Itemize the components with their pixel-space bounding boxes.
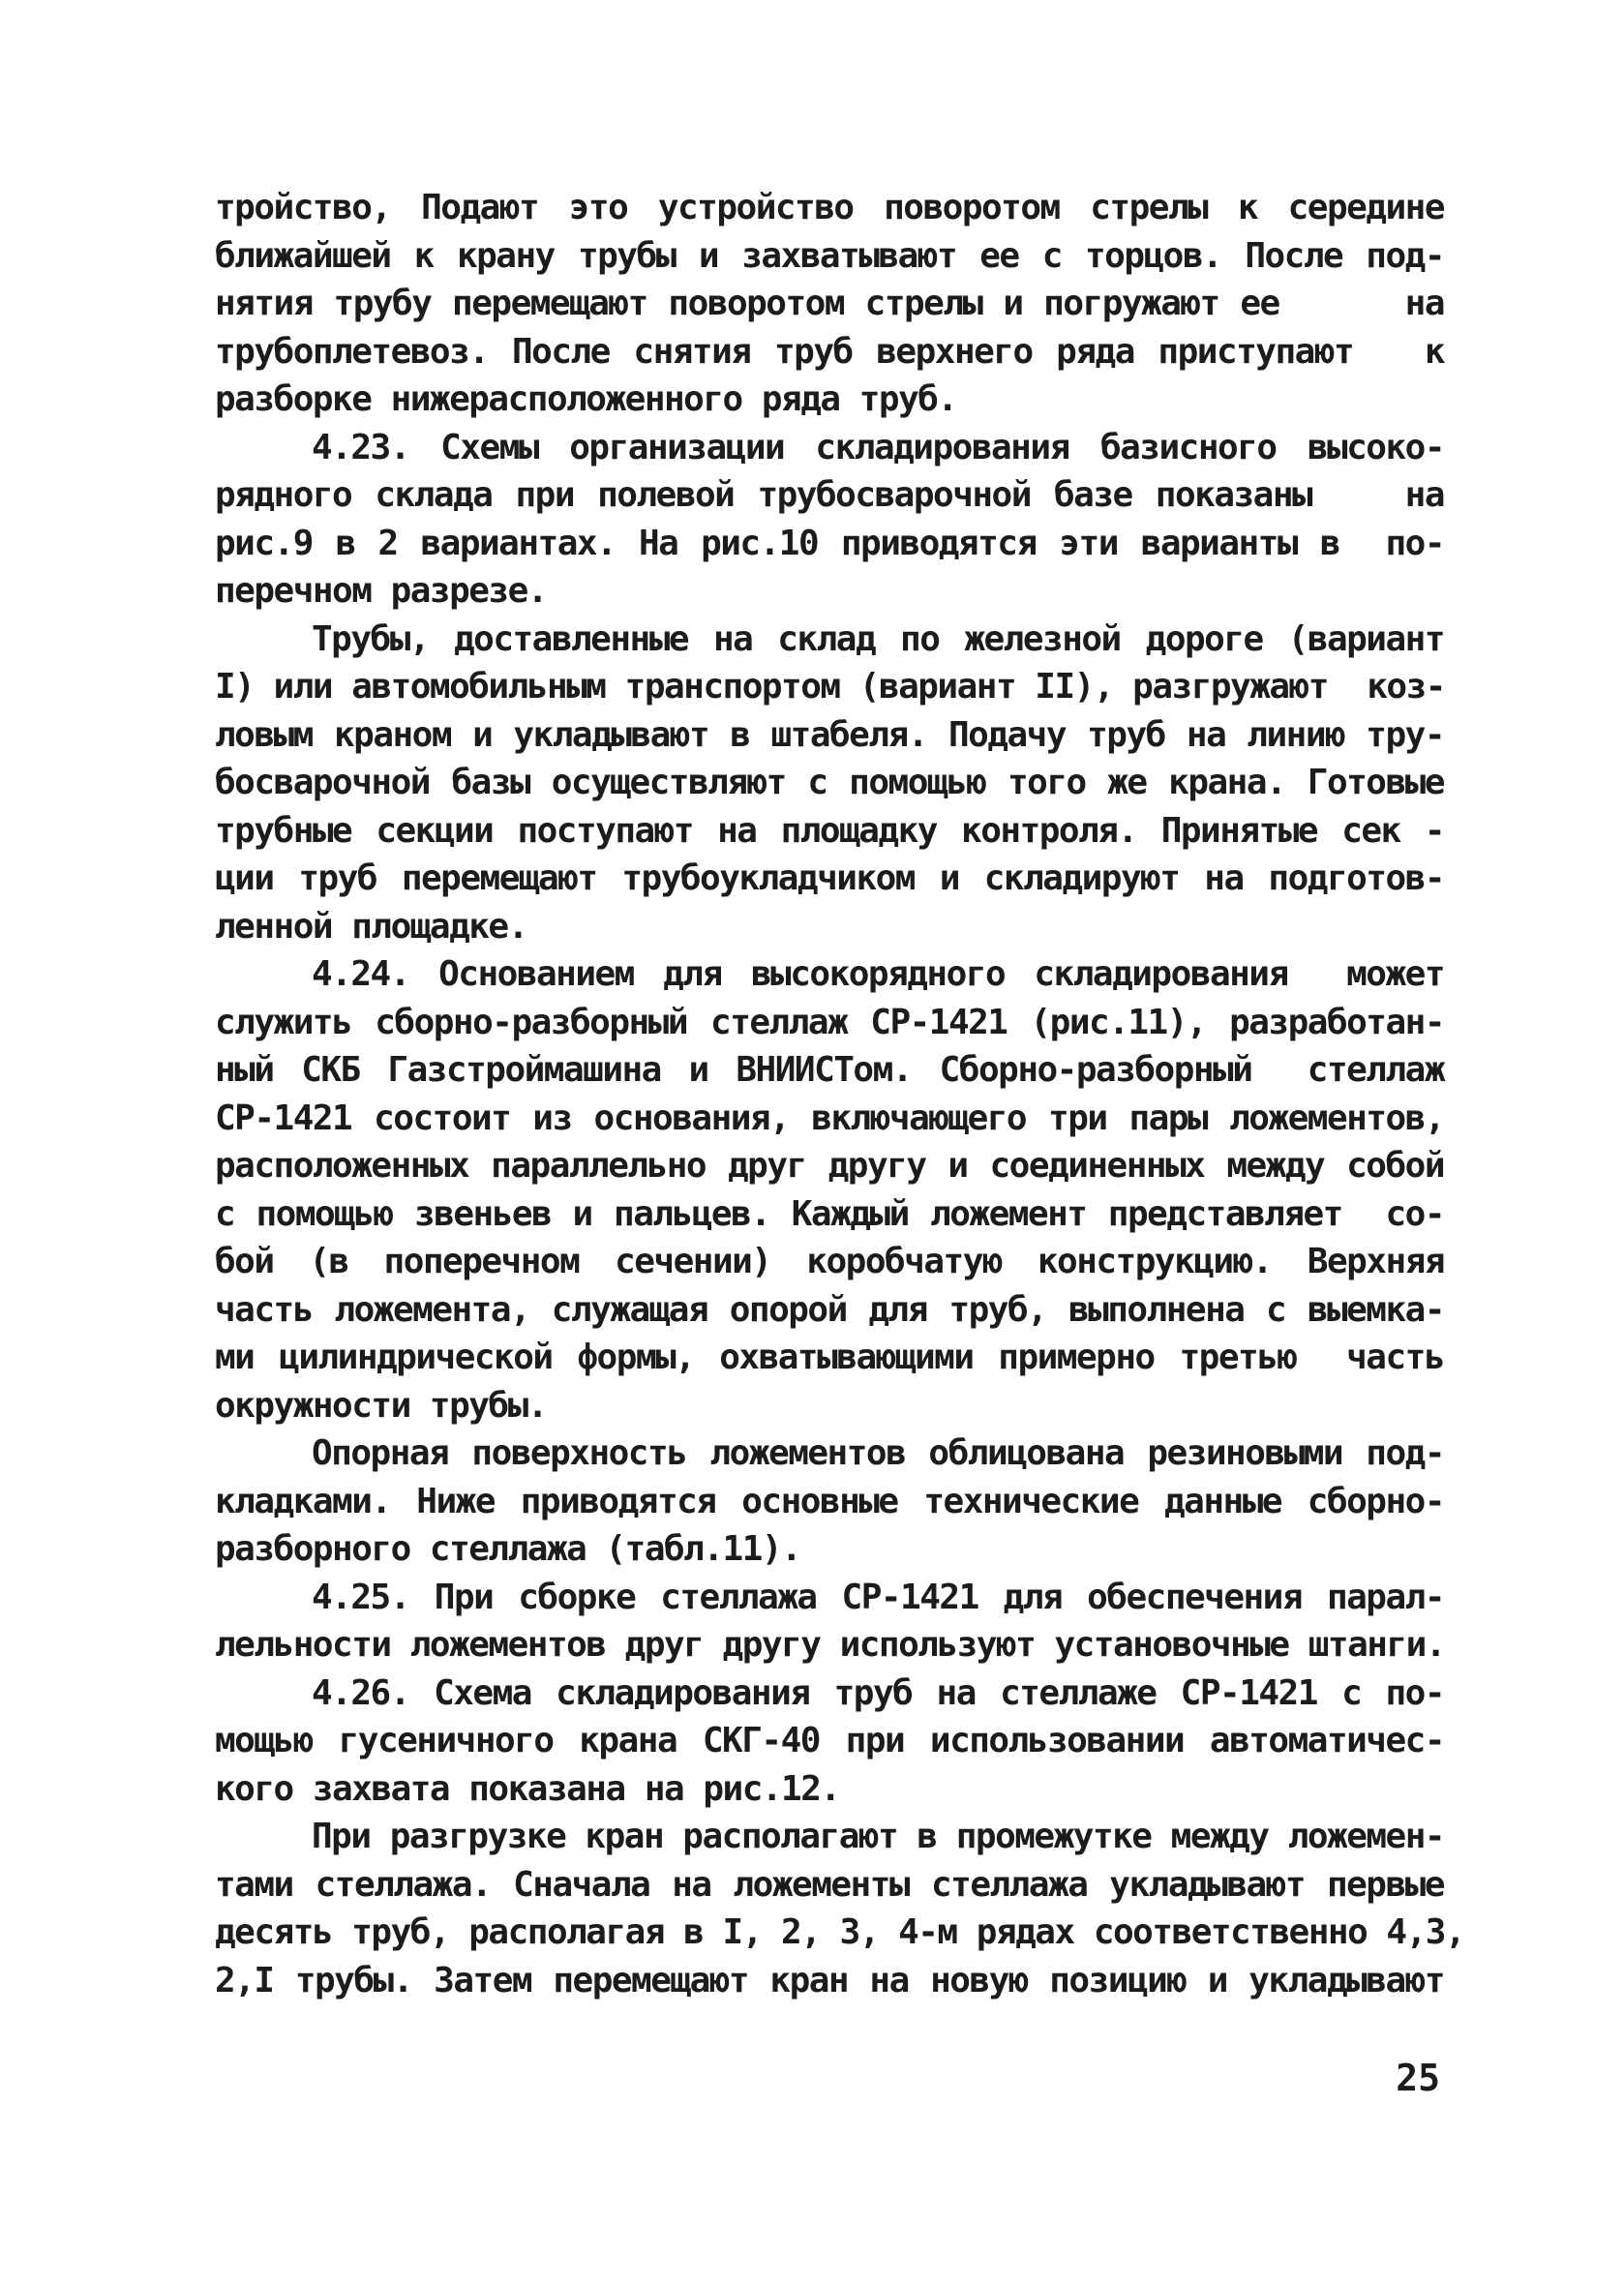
- text-line: трубные секции поступают на площадку контроля. Принятые сек -: [215, 810, 1444, 851]
- text-line: ции труб перемещают трубоукладчиком и складируют на подготов-: [215, 858, 1444, 898]
- text-line: мощью гусеничного крана СКГ-40 при использовании автоматичес-: [215, 1721, 1444, 1760]
- text-line: ми цилиндрической формы, охватывающими примерно третью часть: [215, 1338, 1444, 1377]
- text-line: с помощью звеньев и пальцев. Каждый ложемент представляет со-: [215, 1193, 1444, 1234]
- text-line: 2,I трубы. Затем перемещают кран на новую позицию и укладывают: [215, 1960, 1444, 2000]
- text-line: 4.23. Схемы организации складирования базисного высоко-: [312, 427, 1444, 467]
- text-line: босварочной базы осуществляют с помощью того же крана. Готовые: [215, 763, 1444, 802]
- text-line: СР-1421 состоит из основания, включающего три пары ложементов,: [215, 1098, 1444, 1138]
- text-line: трубоплетевоз. После снятия труб верхнего ряда приступают к: [215, 331, 1444, 372]
- page-number: 25: [1396, 2057, 1440, 2099]
- text-line: При разгрузке кран располагают в промежутке между ложемен-: [312, 1817, 1445, 1856]
- text-line: лельности ложементов друг другу используют установочные штанги.: [215, 1625, 1445, 1665]
- text-line: десять труб, располагая в I, 2, 3, 4-м рядах соответственно 4,3,: [215, 1912, 1465, 1952]
- body-text: [215, 184, 1465, 2004]
- text-line: ленной площадке.: [215, 906, 527, 947]
- text-line: I) или автомобильным транспортом (вариант II), разгружают коз-: [215, 667, 1445, 707]
- text-line: кладками. Ниже приводятся основные технические данные сборно-: [215, 1481, 1444, 1521]
- text-line: тройство, Подают это устройство поворотом стрелы к середине: [215, 188, 1444, 227]
- text-line: служить сборно-разборный стеллаж СР-1421 (рис.11), разработан-: [215, 1002, 1444, 1042]
- text-line: кого захвата показана на рис.12.: [215, 1768, 840, 1809]
- text-line: ближайшей к крану трубы и захватывают ее с торцов. После под-: [215, 235, 1444, 276]
- text-line: перечном разрезе.: [215, 571, 547, 611]
- text-line: ный СКБ Газстроймашина и ВНИИСТом. Сборно-разборный стеллаж: [215, 1050, 1444, 1090]
- text-line: расположенных параллельно друг другу и соединенных между собой: [215, 1146, 1444, 1186]
- text-line: Опорная поверхность ложементов облицована резиновыми под-: [312, 1433, 1444, 1473]
- text-line: рис.9 в 2 вариантах. На рис.10 приводятся эти варианты в по-: [215, 523, 1444, 563]
- text-line: разборного стеллажа (табл.11).: [215, 1529, 801, 1569]
- text-line: разборке нижерасположенного ряда труб.: [215, 379, 957, 419]
- text-line: окружности трубы.: [215, 1385, 547, 1426]
- text-line: 4.24. Основанием для высокорядного складирования может: [312, 954, 1444, 994]
- text-line: 4.25. При сборке стеллажа СР-1421 для обеспечения парал-: [312, 1577, 1444, 1617]
- text-line: 4.26. Схема складирования труб на стеллаже СР-1421 с по-: [312, 1672, 1444, 1713]
- text-line: часть ложемента, служащая опорой для труб, выполнена с выемка-: [215, 1289, 1444, 1330]
- text-line: нятия трубу перемещают поворотом стрелы и погружают ее на: [215, 284, 1444, 323]
- text-line: тами стеллажа. Сначала на ложементы стеллажа укладывают первые: [215, 1864, 1444, 1905]
- text-line: Трубы, доставленные на склад по железной дороге (вариант: [312, 618, 1444, 659]
- text-line: бой (в поперечном сечении) коробчатую конструкцию. Верхняя: [215, 1242, 1444, 1281]
- text-line: ловым краном и укладывают в штабеля. Подачу труб на линию тру-: [215, 714, 1444, 755]
- text-line: рядного склада при полевой трубосварочной базе показаны на: [215, 475, 1444, 515]
